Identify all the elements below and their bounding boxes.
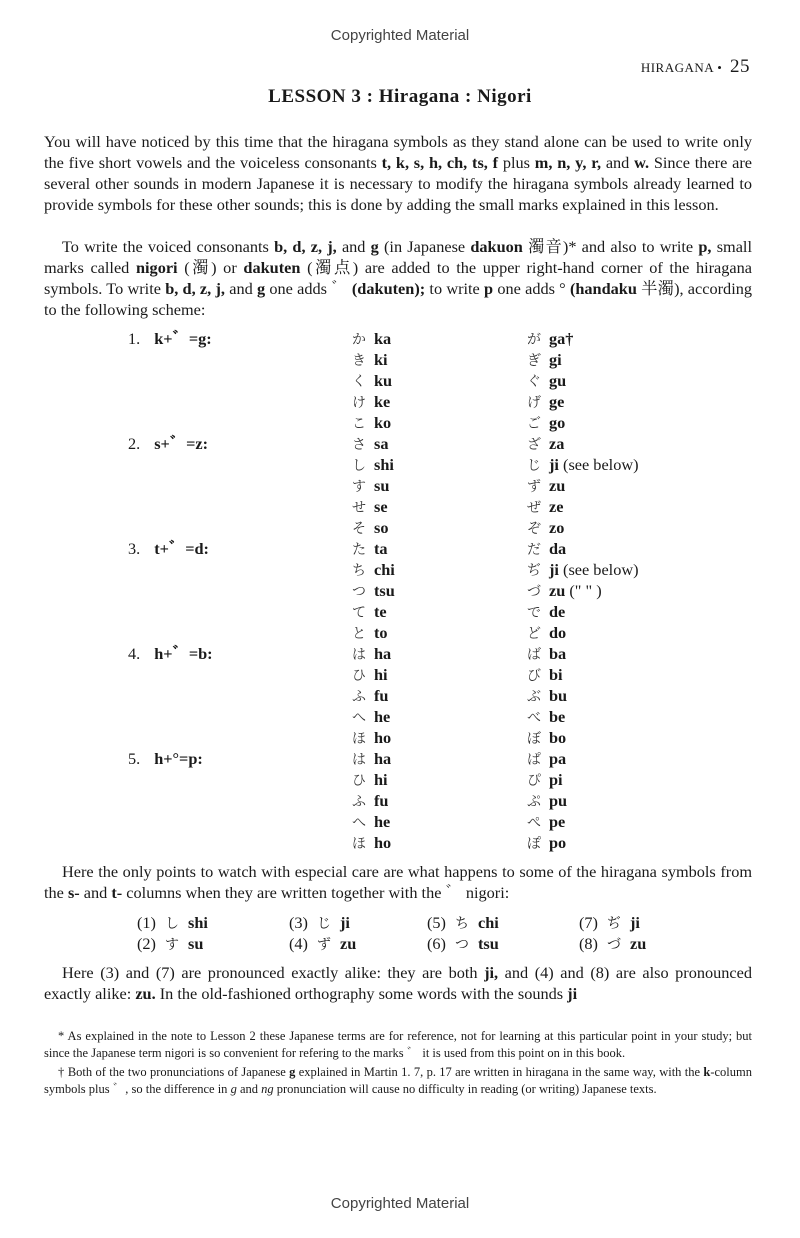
scheme-rule: 1. k+゛=g: <box>128 329 212 348</box>
base-symbol: こ ko <box>352 413 392 432</box>
paragraph-points: Here the only points to watch with especial care are what happens to some of the hiragana symbols from the s- and t- columns when they are written together with the ゛ nigori: <box>44 862 752 902</box>
base-symbol: さ sa <box>352 434 389 453</box>
nigori-symbol: ぺ pe <box>527 812 566 831</box>
base-symbol: ひ hi <box>352 770 388 789</box>
nigori-symbol: ぶ bu <box>527 686 568 705</box>
base-symbol: は ha <box>352 749 392 768</box>
nigori-symbol: づ zu (" " ) <box>527 581 602 600</box>
base-symbol: ほ ho <box>352 728 392 747</box>
scheme-rule: 3. t+゛=d: <box>128 539 209 558</box>
base-symbol: て te <box>352 602 387 621</box>
scheme-rule: 5. h+°=p: <box>128 749 203 768</box>
nigori-symbol: ぱ pa <box>527 749 567 768</box>
pair-item: (4) ず zu <box>289 934 357 953</box>
lesson-title: LESSON 3 : Hiragana : Nigori <box>268 86 532 107</box>
nigori-symbol: じ ji (see below) <box>527 455 639 474</box>
base-symbol: と to <box>352 623 388 642</box>
nigori-symbol: げ ge <box>527 392 565 411</box>
nigori-symbol: ぜ ze <box>527 497 564 516</box>
pair-item: (3) じ ji <box>289 913 350 932</box>
nigori-symbol: ぐ gu <box>527 371 567 390</box>
pair-item: (1) し shi <box>137 913 208 932</box>
footnote-dagger: † Both of the two pronunciations of Japanese g explained in Martin 1. 7, p. 17 are written in hiragana in the same way, with the k-column symbols plus ゛, so the difference in g and ng pronunciation will cause no difficulty in reading (or writing) Japanese texts. <box>44 1065 753 1096</box>
nigori-symbol: で de <box>527 602 566 621</box>
base-symbol: す su <box>352 476 390 495</box>
base-symbol: し shi <box>352 455 394 474</box>
nigori-symbol: び bi <box>527 665 563 684</box>
base-symbol: く ku <box>352 371 393 390</box>
running-head <box>641 56 750 78</box>
paragraph-intro: You will have noticed by this time that the hiragana symbols as they stand alone can be used to write only the five short vowels and the voiceless consonants t, k, s, h, ch, ts, f plus m, n, y, r, and w. Since there are several other sounds in modern Japanese it is necessary to modify the hiragana symbols already learned to provide symbols for these other sounds; this is done by adding the small marks explained in this lesson. <box>44 132 752 214</box>
base-symbol: へ he <box>352 707 391 726</box>
base-symbol: ふ fu <box>352 791 389 810</box>
nigori-symbol: ず zu <box>527 476 566 495</box>
pair-item: (5) ち chi <box>427 913 499 932</box>
base-symbol: か ka <box>352 329 392 348</box>
nigori-symbol: だ da <box>527 539 567 558</box>
separator: • <box>717 60 723 75</box>
base-symbol: は ha <box>352 644 392 663</box>
section-name: HIRAGANA <box>640 60 714 75</box>
scheme-rule: 4. h+゛=b: <box>128 644 213 663</box>
nigori-symbol: ぼ bo <box>527 728 567 747</box>
watermark-bottom: Copyrighted Material <box>330 1195 470 1212</box>
paragraph-pronunciation: Here (3) and (7) are pronounced exactly alike: they are both ji, and (4) and (8) are also pronounced exactly alike: zu. In the old-fashioned orthography some words with the sounds ji <box>44 963 753 1003</box>
nigori-symbol: ぞ zo <box>527 518 565 537</box>
nigori-symbol: べ be <box>527 707 566 726</box>
nigori-symbol: ぎ gi <box>527 350 562 369</box>
base-symbol: き ki <box>352 350 388 369</box>
footnotes <box>44 1028 752 1100</box>
nigori-symbol: ざ za <box>527 434 565 453</box>
pair-item: (8) づ zu <box>579 934 647 953</box>
base-symbol: せ se <box>352 497 388 516</box>
nigori-symbol: ぷ pu <box>527 791 568 810</box>
base-symbol: つ tsu <box>352 581 395 600</box>
nigori-symbol: ご go <box>527 413 566 432</box>
nigori-symbol: ぽ po <box>527 833 567 852</box>
nigori-symbol: ど do <box>527 623 567 642</box>
pair-item: (6) つ tsu <box>427 934 499 953</box>
base-symbol: へ he <box>352 812 391 831</box>
nigori-symbol: ぴ pi <box>527 770 563 789</box>
nigori-symbol: が ga† <box>527 329 574 348</box>
pair-item: (2) す su <box>137 934 204 953</box>
base-symbol: ふ fu <box>352 686 389 705</box>
nigori-symbol: ば ba <box>527 644 567 663</box>
scheme-rule: 2. s+゛=z: <box>128 434 209 453</box>
footnote-asterisk: * As explained in the note to Lesson 2 these Japanese terms are for reference, not for learning at this particular point in your study; but since the Japanese term nigori is so convenient for refering to the marks ゛ it is used from this point on in this book. <box>44 1029 752 1060</box>
base-symbol: ほ ho <box>352 833 392 852</box>
pair-item: (7) ぢ ji <box>579 913 640 932</box>
page-number: 25 <box>730 56 750 77</box>
base-symbol: け ke <box>352 392 391 411</box>
base-symbol: ち chi <box>352 560 395 579</box>
base-symbol: そ so <box>352 518 389 537</box>
paragraph-voiced: To write the voiced consonants b, d, z, j, and g (in Japanese dakuon 濁音)* and also to write p, small marks called nigori (濁) or dakuten (濁点) are added to the upper right-hand corner of the hiragana symbols. To write b, d, z, j, and g one adds ゛ (dakuten); to write p one adds ° (handaku 半濁), according to the following scheme: <box>44 237 753 319</box>
watermark-top: Copyrighted Material <box>330 27 470 44</box>
nigori-symbol: ぢ ji (see below) <box>527 560 639 579</box>
base-symbol: ひ hi <box>352 665 388 684</box>
base-symbol: た ta <box>352 539 388 558</box>
